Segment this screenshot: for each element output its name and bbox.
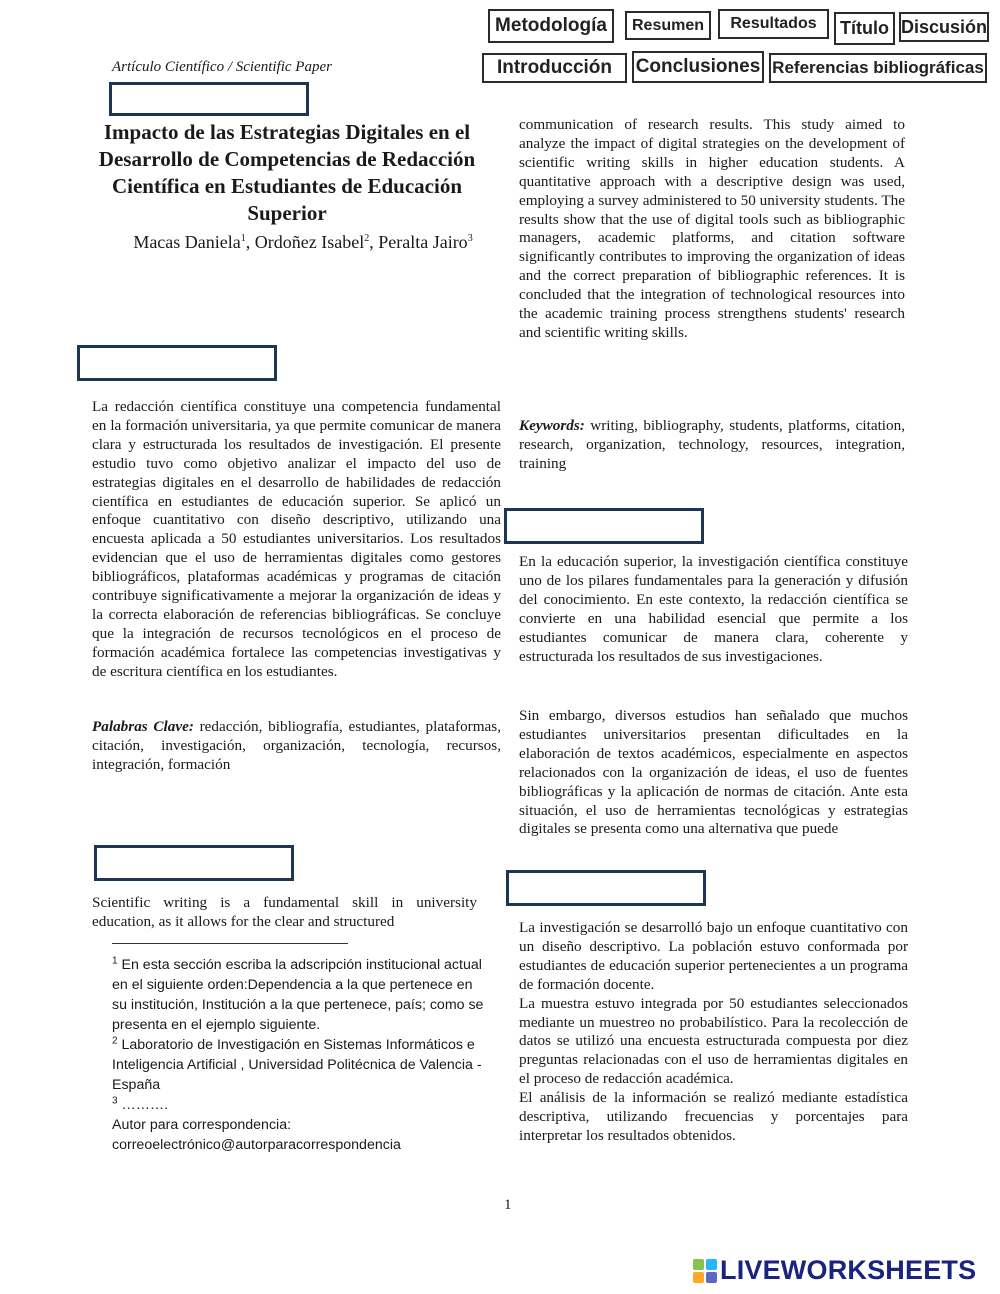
abstract-text-continued: communication of research results. This study aimed to analyze the impact of digital strategies on the development of scientific writing skills in higher education students. A quantitative approach with a descriptive design was used, employing a survey administered to 50 university students. The results show that the use of digital tools such as bibliographic managers, academic platforms, and citation software significantly contributes to improving the organization of ideas and the correct preparation of bibliographic references. It is concluded that the integration of technological resources into the academic training process strengthens students' research and scientific writing skills. bbox=[519, 116, 905, 341]
word-tile-conclusiones[interactable]: Conclusiones bbox=[632, 51, 764, 83]
author-1: Macas Daniela bbox=[133, 232, 241, 252]
footnotes bbox=[112, 955, 484, 1155]
dropzone-abstract[interactable] bbox=[94, 845, 294, 881]
keywords-label-en: Keywords: bbox=[519, 417, 585, 434]
dropzone-introduccion[interactable] bbox=[504, 508, 704, 544]
paper-type-header: Artículo Científico / Scientific Paper bbox=[112, 59, 332, 75]
footnote-2 bbox=[112, 1035, 484, 1095]
introduccion-paragraph-1: En la educación superior, la investigación científica constituye uno de los pilares fundamentales para la generación y difusión del conocimiento. En este contexto, la redacción científica se convierte en una habilidad esencial que permite a los estudiantes comunicar de manera clara, coherente y estructurada los resultados de sus investigaciones. bbox=[519, 553, 908, 665]
footnote-1-text: En esta sección escriba la adscripción institucional actual en el siguiente orden:Dependencia a la que pertenece en su institución, Institución a la que pertenece, país; como se presenta en el ejemplo siguiente. bbox=[112, 957, 484, 1033]
footnote-3-mark: 3 bbox=[112, 1095, 118, 1107]
resumen-text: La redacción científica constituye una competencia fundamental en la formación universitaria, ya que permite comunicar de manera clara y estructurada los resultados de investigación. El presente estudio tuvo como objetivo analizar el impacto del uso de estrategias digitales en el desarrollo de habilidades de redacción científica en estudiantes de educación superior. Se aplicó un enfoque cuantitativo con diseño descriptivo, utilizando una encuesta aplicada a 50 estudiantes universitarios. Los resultados evidencian que el uso de herramientas digitales como gestores bibliográficos, plataformas académicas y programas de citación contribuye significativamente a mejorar la organización de ideas y la correcta elaboración de referencias bibliográficas. Se concluye que la integración de recursos tecnológicos en el proceso de formación académica fortalece las competencias investigativas y de escritura científica en los estudiantes. bbox=[92, 398, 501, 680]
metodologia-paragraph-1: La investigación se desarrolló bajo un enfoque cuantitativo con un diseño descriptivo. La población estuvo conformada por estudiantes de educación superior pertenecientes a un programa de formación docente. bbox=[519, 919, 908, 993]
author-2: , Ordoñez Isabel bbox=[245, 232, 365, 252]
introduccion-paragraph-2: Sin embargo, diversos estudios han señalado que muchos estudiantes universitarios presentan dificultades en la elaboración de textos académicos, especialmente en aspectos relacionados con la organización de ideas, el uso de fuentes bibliográficas y la aplicación de normas de citación. Ante esta situación, el uso de herramientas tecnológicas y estrategias digitales se presenta como una alternativa que puede bbox=[519, 707, 908, 838]
footnote-1-mark: 1 bbox=[112, 955, 118, 967]
liveworksheets-logo bbox=[693, 1255, 976, 1286]
word-tile-resultados[interactable]: Resultados bbox=[718, 9, 829, 39]
author-2-mark: 2 bbox=[364, 233, 370, 244]
footnote-1 bbox=[112, 955, 484, 1035]
keywords-en: writing, bibliography, students, platforms, citation, research, organization, technology, resources, integration, training bbox=[519, 417, 905, 472]
keywords-es: redacción, bibliografía, estudiantes, plataformas, citación, investigación, organización, tecnología, recursos, integración, formación bbox=[92, 718, 502, 773]
author-3-mark: 3 bbox=[467, 233, 473, 244]
correspondence-email: correoelectrónico@autorparacorrespondencia bbox=[112, 1137, 401, 1153]
resumen-keywords bbox=[92, 718, 501, 775]
liveworksheets-wordmark: LIVEWORKSHEETS bbox=[720, 1255, 977, 1285]
word-tile-metodologia[interactable]: Metodología bbox=[488, 9, 614, 43]
keywords-label-es: Palabras Clave: bbox=[92, 718, 194, 735]
footnote-3 bbox=[112, 1095, 484, 1115]
word-tile-discusion[interactable]: Discusión bbox=[899, 12, 989, 42]
page-number: 1 bbox=[504, 1197, 512, 1213]
dropzone-metodologia[interactable] bbox=[506, 870, 706, 906]
footnote-divider bbox=[112, 943, 348, 944]
footnote-2-text: Laboratorio de Investigación en Sistemas Informáticos e Inteligencia Artificial , Universidad Politécnica de Valencia - España bbox=[112, 1037, 482, 1093]
author-3: , Peralta Jairo bbox=[369, 232, 468, 252]
dropzone-resumen[interactable] bbox=[77, 345, 277, 381]
paper-title: Impacto de las Estrategias Digitales en el Desarrollo de Competencias de Redacción Científica en Estudiantes de Educación Superior bbox=[98, 120, 476, 225]
word-tile-introduccion[interactable]: Introducción bbox=[482, 53, 627, 83]
word-tile-titulo[interactable]: Título bbox=[834, 12, 895, 45]
correspondence-label: Autor para correspondencia: bbox=[112, 1117, 292, 1133]
footnote-2-mark: 2 bbox=[112, 1035, 118, 1047]
dropzone-title[interactable] bbox=[109, 82, 309, 116]
metodologia-text bbox=[519, 919, 908, 1146]
author-1-mark: 1 bbox=[240, 233, 246, 244]
abstract-text-start: Scientific writing is a fundamental skill in university education, as it allows for the clear and structured bbox=[92, 894, 477, 930]
abstract-keywords bbox=[519, 417, 905, 474]
liveworksheets-logo-icon bbox=[693, 1259, 717, 1283]
metodologia-paragraph-2: La muestra estuvo integrada por 50 estudiantes seleccionados mediante un muestreo no probabilístico. Para la recolección de datos se utilizó una encuesta estructurada compuesta por diez preguntas relacionadas con el uso de herramientas digitales en el proceso de redacción académica. bbox=[519, 994, 908, 1088]
word-tile-referencias[interactable]: Referencias bibliográficas bbox=[769, 53, 987, 83]
footnote-3-text: ………. bbox=[117, 1097, 169, 1113]
metodologia-paragraph-3: El análisis de la información se realizó mediante estadística descriptiva, utilizando frecuencias y porcentajes para interpretar los resultados obtenidos. bbox=[519, 1089, 908, 1144]
word-tile-resumen[interactable]: Resumen bbox=[625, 11, 711, 40]
authors bbox=[128, 231, 478, 253]
